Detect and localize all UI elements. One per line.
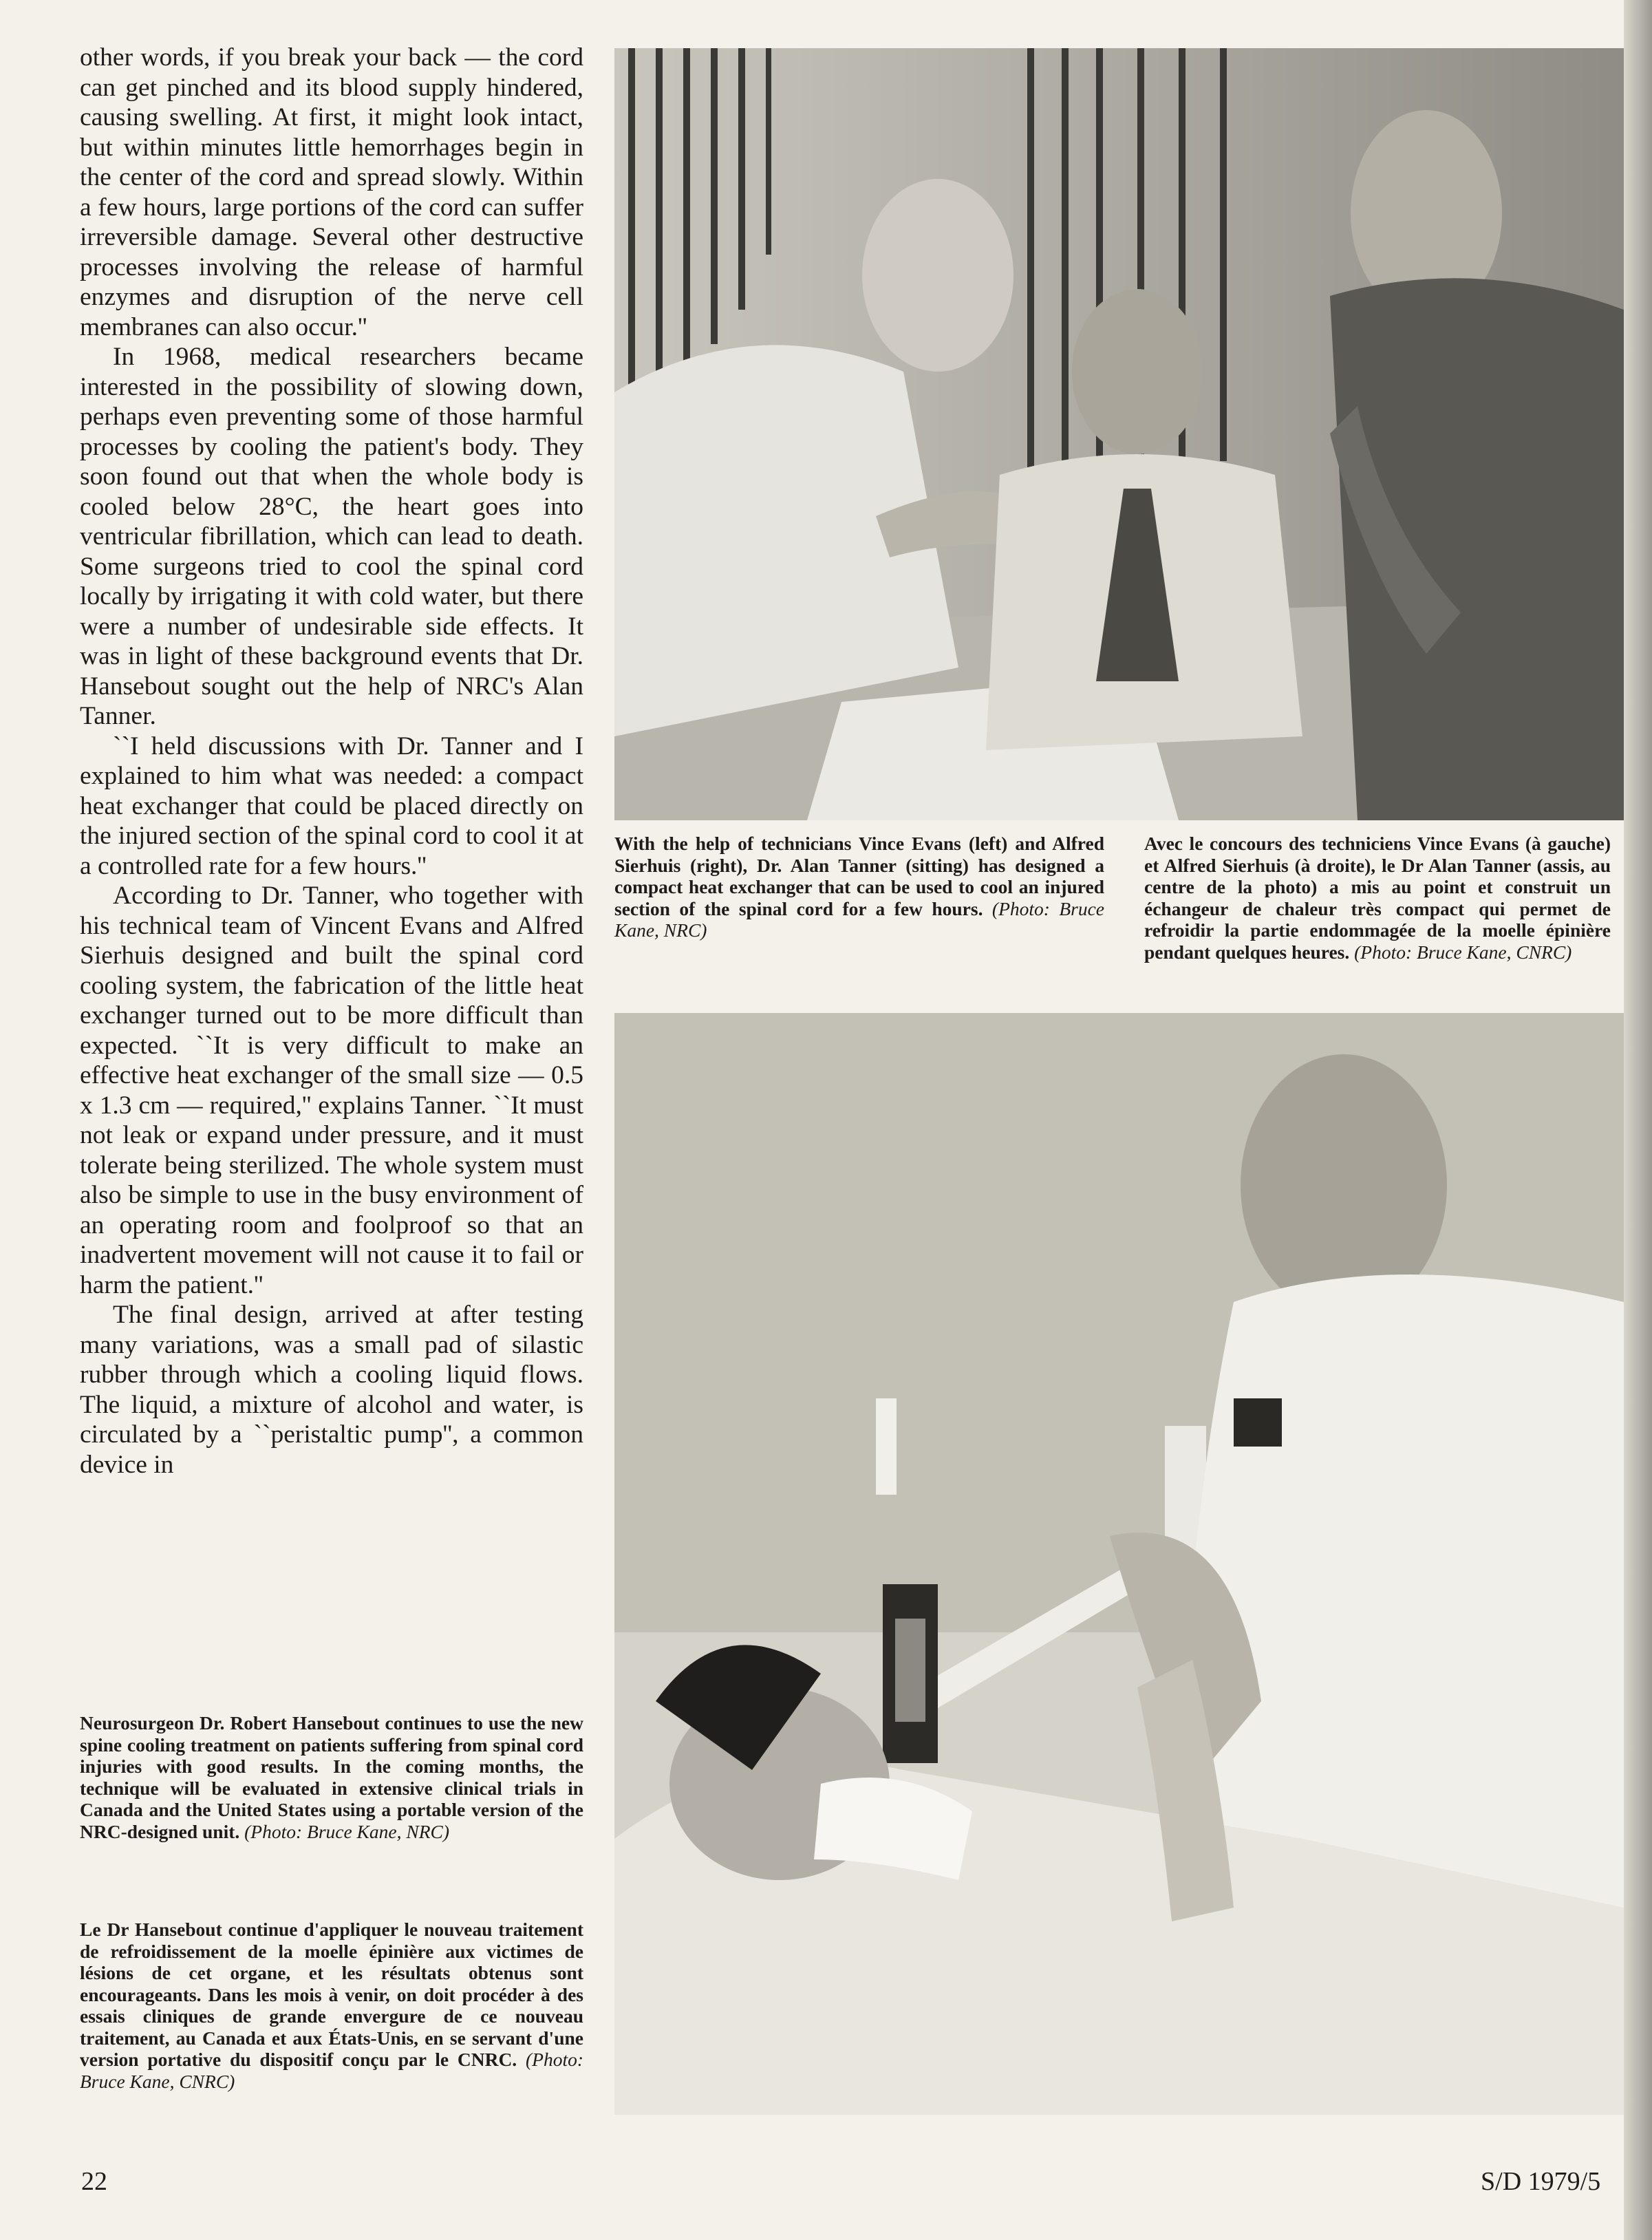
caption-hansebout-en (80, 1712, 583, 1842)
article-paragraph: According to Dr. Tanner, who together with his technical team of Vincent Evans and Alfred Sierhuis designed and built the spinal cord cooling system, the fabrication of the little heat exchanger turned out to be more difficult than expected. ``It is very difficult to make an effective heat exchanger of the small size — 0.5 x 1.3 cm — required,'' explains Tanner. ``It must not leak or expand under pressure, and it must tolerate being sterilized. The whole system must also be simple to use in the busy environment of an operating room and foolproof so that an inadvertent movement will not cause it to fail or harm the patient.'' (80, 882, 583, 1299)
photo-credit: (Photo: Bruce Kane, NRC) (244, 1820, 449, 1842)
photo-credit: (Photo: Bruce Kane, CNRC) (80, 2049, 583, 2092)
photo-tanner-team (614, 48, 1624, 820)
caption-text: With the help of technicians Vince Evans (left) and Alfred Sierhuis (right), Dr. Alan Tanner (sitting) has designed a compact heat exchanger that can be used to cool an injured section of the spinal cord for a few hours. (614, 833, 1104, 919)
issue-label: S/D 1979/5 (1481, 2167, 1601, 2196)
photo-credit: (Photo: Bruce Kane, CNRC) (1354, 941, 1572, 963)
article-paragraph: other words, if you break your back — the cord can get pinched and its blood supply hindered, causing swelling. At first, it might look intact, but within minutes little hemorrhages begin in the center of the cord and spread slowly. Within a few hours, large portions of the cord can suffer irreversible damage. Several other destructive processes involving the release of harmful enzymes and disruption of the nerve cell membranes can also occur.'' (80, 43, 583, 341)
caption-text: Avec le concours des techniciens Vince Evans (à gauche) et Alfred Sierhuis (à droite), le Dr Alan Tanner (assis, au centre de la photo) a mis au point et construit un échangeur de chaleur très compact qui permet de refroidir la partie endommagée de la moelle épinière pendant quelques heures. (1144, 833, 1611, 963)
article-body (80, 43, 583, 1480)
photo-credit: (Photo: Bruce Kane, NRC) (614, 897, 1105, 941)
caption-text: Neurosurgeon Dr. Robert Hansebout continues to use the new spine cooling treatment on patients suffering from spinal cord injuries with good results. In the coming months, the technique will be evaluated in extensive clinical trials in Canada and the United States using a portable version of the NRC-designed unit. (80, 1712, 583, 1842)
page-edge-shadow (1624, 0, 1652, 2240)
caption-tanner-en (614, 833, 1104, 941)
article-paragraph: The final design, arrived at after testing many variations, was a small pad of silastic rubber through which a cooling liquid flows. The liquid, a mixture of alcohol and water, is circulated by a ``peristaltic pump'', a common device in (80, 1301, 583, 1479)
article-paragraph: In 1968, medical researchers became interested in the possibility of slowing down, perhaps even preventing some of those harmful processes by cooling the patient's body. They soon found out that when the whole body is cooled below 28°C, the heart goes into ventricular fibrillation, which can lead to death. Some surgeons tried to cool the spinal cord locally by irrigating it with cold water, but there were a number of undesirable side effects. It was in light of these background events that Dr. Hansebout sought out the help of NRC's Alan Tanner. (80, 343, 583, 730)
caption-text: Le Dr Hansebout continue d'appliquer le nouveau traitement de refroidissement de la moelle épinière aux victimes de lésions de cet organe, et les résultats obtenus sont encourageants. Dans les mois à venir, on doit procéder à des essais cliniques de grande envergure de ce nouveau traitement, au Canada et aux États-Unis, en se servant d'une version portative du dispositif conçu par le CNRC. (80, 1919, 583, 2070)
article-paragraph: ``I held discussions with Dr. Tanner and I explained to him what was needed: a compact heat exchanger that could be placed directly on the injured section of the spinal cord to cool it at a controlled rate for a few hours.'' (80, 732, 583, 880)
photo-hansebout-patient (614, 1013, 1624, 2115)
page-number: 22 (81, 2167, 107, 2196)
caption-tanner-fr (1144, 833, 1611, 963)
caption-hansebout-fr (80, 1919, 583, 2092)
